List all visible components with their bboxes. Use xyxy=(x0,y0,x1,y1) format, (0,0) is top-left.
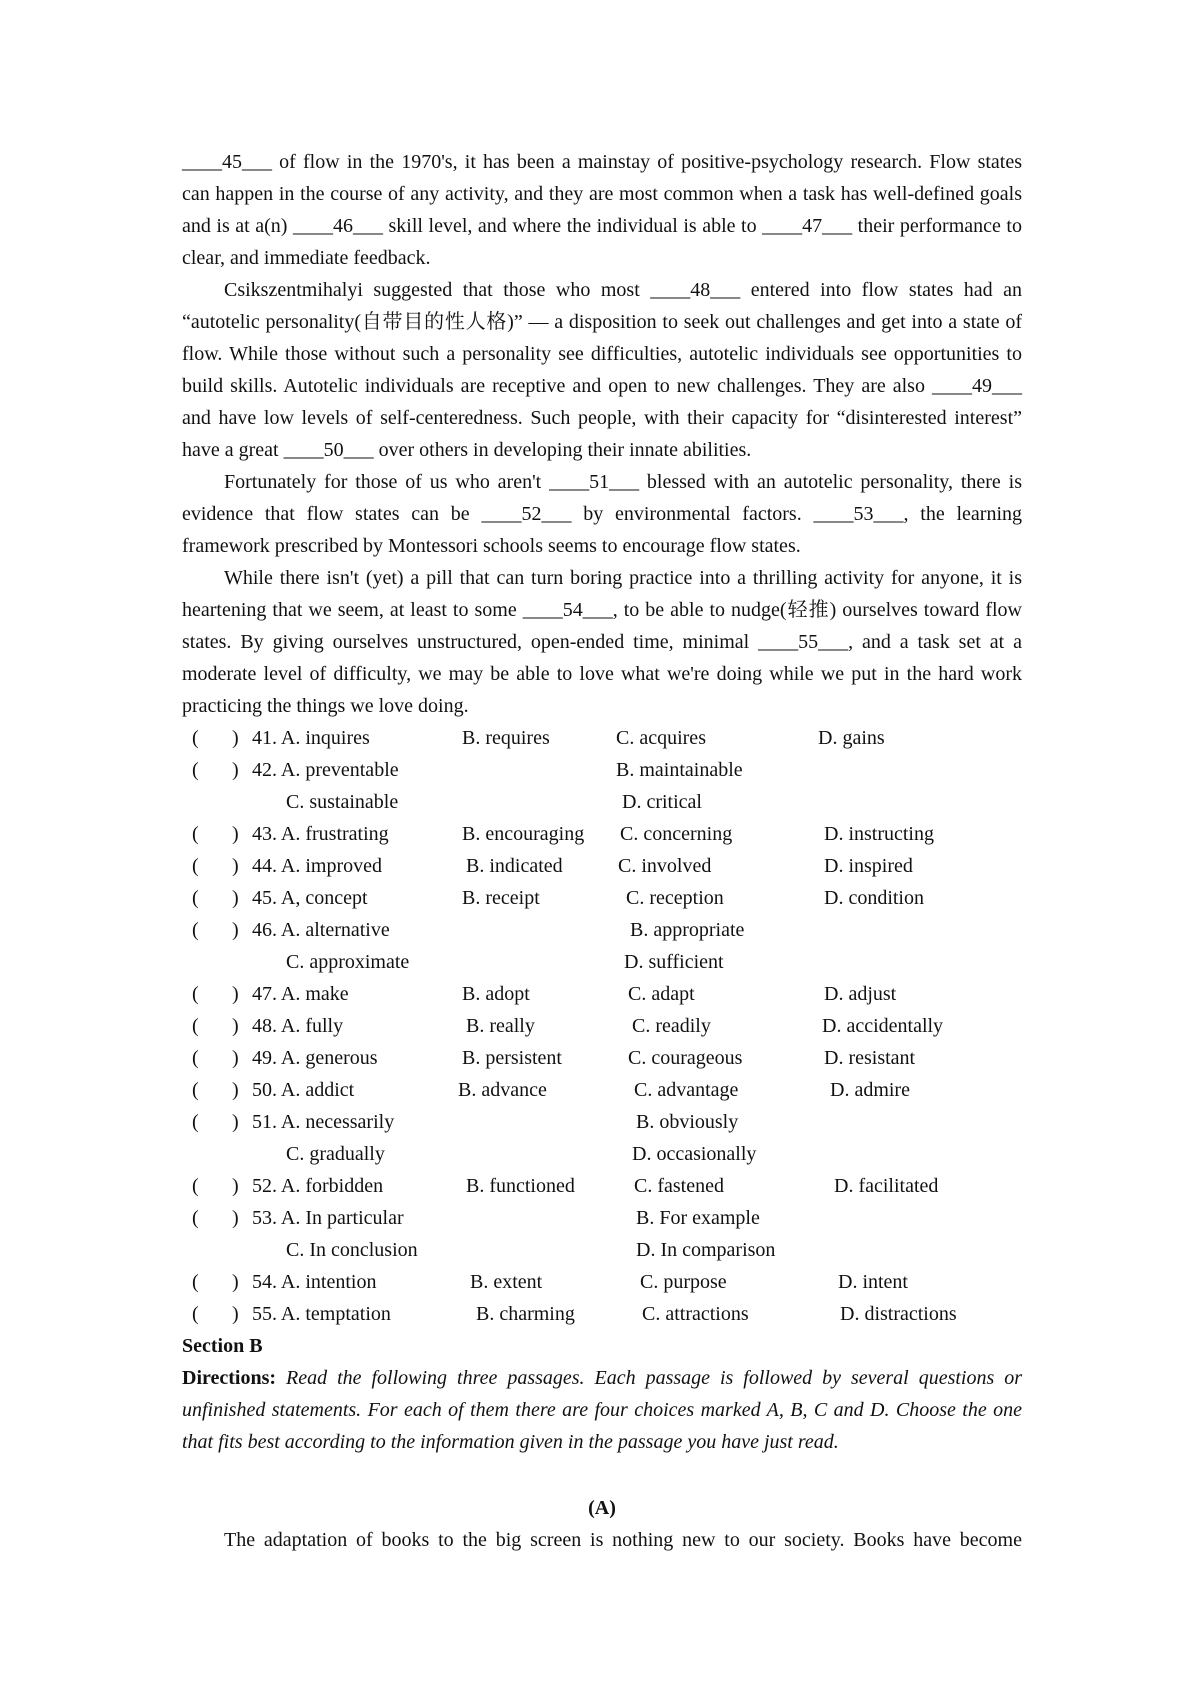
question-44-option-b: B. indicated xyxy=(466,855,563,877)
answer-paren-open: ( xyxy=(192,1111,199,1133)
question-48-option-d: D. accidentally xyxy=(822,1015,944,1037)
passage-paragraph-3: Fortunately for those of us who aren't ____51___ blessed with an autotelic personality, there is evidence that flow states can be ____52___ by environmental factors. ____53___, the learning framework prescribed by Montessori schools seems to encourage flow states. xyxy=(182,471,1022,557)
answer-paren-open: ( xyxy=(192,1047,199,1069)
question-49-option-a: 49. A. generous xyxy=(252,1047,378,1069)
question-44-option-d: D. inspired xyxy=(824,855,913,877)
question-42-option-a: 42. A. preventable xyxy=(252,759,399,781)
question-49-option-b: B. persistent xyxy=(462,1047,562,1069)
question-43-option-a: 43. A. frustrating xyxy=(252,823,389,845)
question-46-option-b: B. appropriate xyxy=(630,919,745,941)
question-54-option-d: D. intent xyxy=(838,1271,908,1293)
question-42-option-c: C. sustainable xyxy=(286,791,399,813)
question-46-option-a: 46. A. alternative xyxy=(252,919,390,941)
question-45-option-a: 45. A, concept xyxy=(252,887,368,909)
answer-paren-open: ( xyxy=(192,1271,199,1293)
answer-paren-close: ) xyxy=(232,983,239,1005)
question-51-option-c: C. gradually xyxy=(286,1143,385,1165)
question-53-option-c: C. In conclusion xyxy=(286,1239,418,1261)
answer-paren-open: ( xyxy=(192,919,199,941)
answer-paren-open: ( xyxy=(192,1303,199,1325)
answer-paren-open: ( xyxy=(192,1079,199,1101)
answer-paren-close: ) xyxy=(232,1111,239,1133)
passage-paragraph-4: While there isn't (yet) a pill that can turn boring practice into a thrilling activity for anyone, it is heartening that we seem, at least to some ____54___, to be able to nudge(轻推) ourselves toward flow states. By giving ourselves unstructured, open-ended time, minimal ____55___, and a task set at a moderate level of difficulty, we may be able to love what we're doing while we put in the hard work practicing the things we love doing. xyxy=(182,567,1022,717)
question-47-option-a: 47. A. make xyxy=(252,983,349,1005)
answer-paren-close: ) xyxy=(232,1175,239,1197)
question-47-option-d: D. adjust xyxy=(824,983,897,1005)
question-51-option-a: 51. A. necessarily xyxy=(252,1111,395,1133)
question-46-option-c: C. approximate xyxy=(286,951,410,973)
question-50-option-c: C. advantage xyxy=(634,1079,739,1101)
question-43-option-d: D. instructing xyxy=(824,823,934,845)
directions-text: Read the following three passages. Each passage is followed by several questions or unfinished statements. For each of them there are four choices marked A, B, C and D. Choose the one that fits best according to the information given in the passage you have just read. xyxy=(182,1367,1023,1453)
passage-a-first-line: The adaptation of books to the big screen is nothing new to our society. Books have become xyxy=(224,1529,1022,1551)
question-46-option-d: D. sufficient xyxy=(624,951,724,973)
answer-paren-open: ( xyxy=(192,855,199,877)
question-54-option-b: B. extent xyxy=(470,1271,543,1293)
question-44-option-a: 44. A. improved xyxy=(252,855,382,877)
question-47-option-c: C. adapt xyxy=(628,983,695,1005)
question-48-option-a: 48. A. fully xyxy=(252,1015,344,1037)
question-54-option-a: 54. A. intention xyxy=(252,1271,377,1293)
answer-paren-close: ) xyxy=(232,823,239,845)
question-52-option-b: B. functioned xyxy=(466,1175,575,1197)
question-55-option-a: 55. A. temptation xyxy=(252,1303,391,1325)
answer-paren-close: ) xyxy=(232,887,239,909)
question-49-option-d: D. resistant xyxy=(824,1047,916,1069)
question-45-option-b: B. receipt xyxy=(462,887,540,909)
question-50-option-a: 50. A. addict xyxy=(252,1079,355,1101)
question-53-option-b: B. For example xyxy=(636,1207,760,1229)
question-41-option-d: D. gains xyxy=(818,727,885,749)
question-43-option-c: C. concerning xyxy=(620,823,733,845)
passage-paragraph-1: ____45___ of flow in the 1970's, it has been a mainstay of positive-psychology research. Flow states can happen in the course of any activity, and they are most common when a task has well-defined goals and is at a(n) ____46___ skill level, and where the individual is able to ____47___ their performance to clear, and immediate feedback. xyxy=(182,151,1022,269)
answer-paren-close: ) xyxy=(232,1047,239,1069)
question-51-option-b: B. obviously xyxy=(636,1111,739,1133)
question-50-option-b: B. advance xyxy=(458,1079,547,1101)
answer-paren-close: ) xyxy=(232,1303,239,1325)
question-48-option-c: C. readily xyxy=(632,1015,711,1037)
question-44-option-c: C. involved xyxy=(618,855,712,877)
answer-paren-open: ( xyxy=(192,759,199,781)
question-41-option-a: 41. A. inquires xyxy=(252,727,370,749)
question-52-option-d: D. facilitated xyxy=(834,1175,939,1197)
answer-paren-close: ) xyxy=(232,1271,239,1293)
question-49-option-c: C. courageous xyxy=(628,1047,743,1069)
answer-paren-close: ) xyxy=(232,727,239,749)
answer-paren-close: ) xyxy=(232,1079,239,1101)
question-55-option-b: B. charming xyxy=(476,1303,575,1325)
question-41-option-b: B. requires xyxy=(462,727,550,749)
question-45-option-c: C. reception xyxy=(626,887,724,909)
question-47-option-b: B. adopt xyxy=(462,983,530,1005)
answer-paren-close: ) xyxy=(232,919,239,941)
question-50-option-d: D. admire xyxy=(830,1079,910,1101)
answer-paren-close: ) xyxy=(232,855,239,877)
question-53-option-d: D. In comparison xyxy=(636,1239,776,1261)
answer-paren-open: ( xyxy=(192,1175,199,1197)
answer-paren-close: ) xyxy=(232,1015,239,1037)
answer-paren-close: ) xyxy=(232,1207,239,1229)
question-55-option-d: D. distractions xyxy=(840,1303,957,1325)
section-b-heading: Section B xyxy=(182,1335,263,1357)
question-53-option-a: 53. A. In particular xyxy=(252,1207,404,1229)
question-43-option-b: B. encouraging xyxy=(462,823,585,845)
answer-paren-close: ) xyxy=(232,759,239,781)
question-45-option-d: D. condition xyxy=(824,887,924,909)
directions-label: Directions: xyxy=(182,1367,277,1389)
question-42-option-b: B. maintainable xyxy=(616,759,743,781)
answer-paren-open: ( xyxy=(192,1015,199,1037)
passage-paragraph-2: Csikszentmihalyi suggested that those who most ____48___ entered into flow states had an “autotelic personality(自带目的性人格)” — a disposition to seek out challenges and get into a state of flow. While those without such a personality see difficulties, autotelic individuals see opportunities to build skills. Autotelic individuals are receptive and open to new challenges. They are also ____49___ and have low levels of self-centeredness. Such people, with their capacity for “disinterested interest” have a great ____50___ over others in developing their innate abilities. xyxy=(182,279,1022,461)
question-52-option-a: 52. A. forbidden xyxy=(252,1175,384,1197)
answer-paren-open: ( xyxy=(192,727,199,749)
answer-paren-open: ( xyxy=(192,983,199,1005)
answer-paren-open: ( xyxy=(192,887,199,909)
question-42-option-d: D. critical xyxy=(622,791,702,813)
section-b-directions xyxy=(182,1362,1022,1458)
question-51-option-d: D. occasionally xyxy=(632,1143,757,1165)
question-55-option-c: C. attractions xyxy=(642,1303,749,1325)
question-52-option-c: C. fastened xyxy=(634,1175,724,1197)
question-48-option-b: B. really xyxy=(466,1015,535,1037)
answer-paren-open: ( xyxy=(192,1207,199,1229)
passage-a-label: (A) xyxy=(588,1497,616,1519)
question-54-option-c: C. purpose xyxy=(640,1271,727,1293)
question-41-option-c: C. acquires xyxy=(616,727,706,749)
answer-paren-open: ( xyxy=(192,823,199,845)
